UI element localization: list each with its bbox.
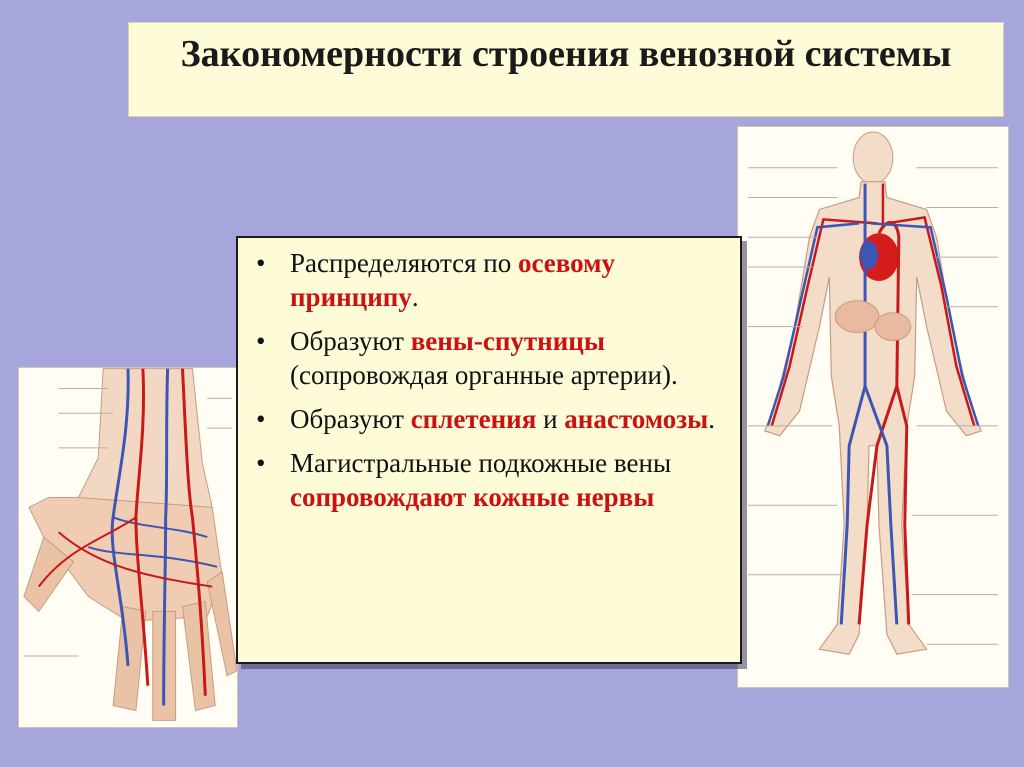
- bullet-text: Распределяются по: [290, 248, 518, 278]
- bullet-text: .: [708, 404, 715, 434]
- bullet-text: .: [411, 282, 419, 312]
- bullet-text: Образуют: [290, 404, 411, 434]
- bullet-highlight: сплетения: [410, 404, 537, 434]
- bullet-marker: •: [256, 404, 266, 434]
- bullet-marker: •: [256, 248, 266, 278]
- bullet-list: [238, 238, 740, 514]
- bullet-text: и: [536, 404, 565, 434]
- slide-title: Закономерности строения венозной системы: [180, 33, 952, 75]
- bullet-text: (сопровождая органные артерии).: [290, 360, 678, 390]
- hand-veins-drawing: [19, 368, 237, 727]
- bullet-marker: •: [256, 448, 266, 478]
- bullet-marker: •: [256, 326, 266, 356]
- vascular-system-illustration: [737, 126, 1009, 688]
- bullet-item: [256, 402, 730, 436]
- bullet-item: [256, 246, 730, 314]
- bullet-highlight: вены-спутницы: [410, 326, 605, 356]
- bullet-text: Магистральные подкожные вены: [290, 448, 672, 478]
- bullet-item: [256, 446, 730, 514]
- bullet-panel: [236, 236, 742, 664]
- bullet-highlight: сопровождают кожные нервы: [290, 482, 655, 512]
- bullet-text: Образуют: [290, 326, 411, 356]
- bullet-highlight: осевому принципу: [290, 248, 616, 312]
- bullet-item: [256, 324, 730, 392]
- bullet-highlight: анастомозы: [564, 404, 709, 434]
- title-box: [128, 22, 1004, 117]
- vascular-system-drawing: [738, 127, 1008, 687]
- hand-veins-illustration: [18, 367, 238, 728]
